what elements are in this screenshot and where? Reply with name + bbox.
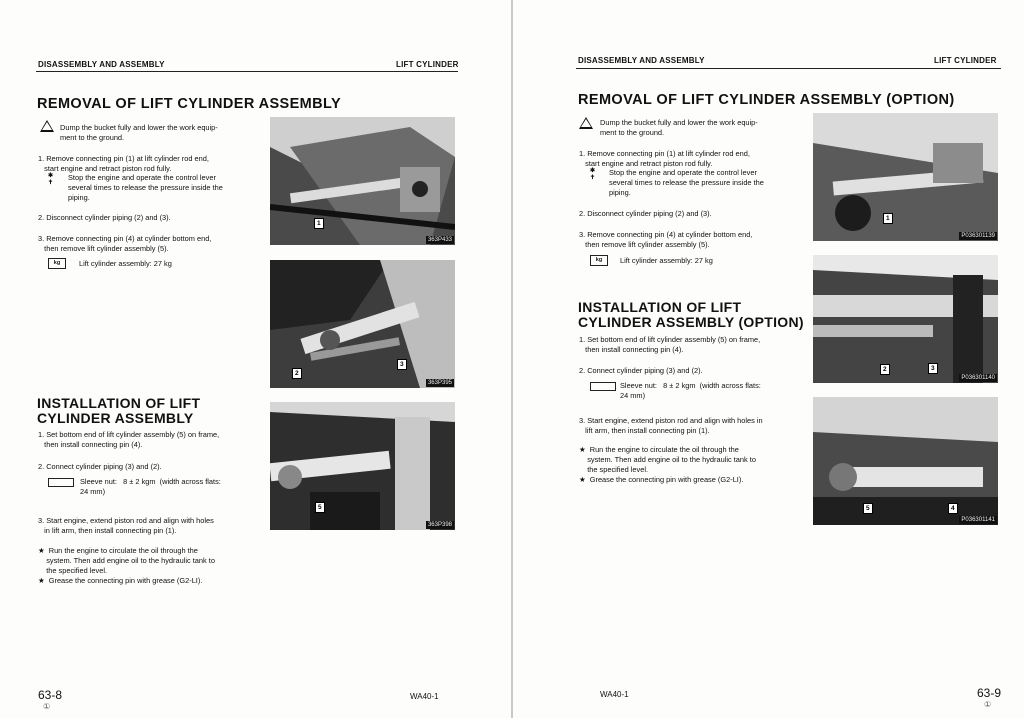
photo-code: P036301139	[961, 233, 995, 239]
photo-cylinder	[813, 397, 998, 525]
model-code: WA40-1	[600, 690, 629, 699]
install-title: INSTALLATION OF LIFT CYLINDER ASSEMBLY (OPTION)	[578, 299, 804, 330]
note-grease: ★ Grease the connecting pin with grease (G2-LI).	[38, 576, 203, 585]
removal-step-3: 3. Remove connecting pin (4) at cylinder bottom end, then remove lift cylinder assembly (5).	[579, 230, 753, 249]
photo-code: 363P433	[427, 237, 452, 243]
sleeve-nut-text: Sleeve nut: 8 ± 2 kgm (width across flats: 24 mm)	[620, 381, 761, 400]
section-header: DISASSEMBLY AND ASSEMBLY	[38, 60, 165, 69]
photo-code: P036301140	[961, 375, 995, 381]
removal-step-2: 2. Disconnect cylinder piping (2) and (3).	[38, 213, 171, 222]
model-code: WA40-1	[410, 692, 439, 701]
install-step-1: 1. Set bottom end of lift cylinder assembly (5) on frame, then install connecting pin (4).	[579, 335, 761, 354]
photo-rod-end	[270, 117, 455, 245]
note-oil: ★ Run the engine to circulate the oil through the system. Then add engine oil to the hydraulic tank to the specified level.	[579, 445, 756, 474]
removal-step-2: 2. Disconnect cylinder piping (2) and (3).	[579, 209, 712, 218]
removal-title: REMOVAL OF LIFT CYLINDER ASSEMBLY (OPTION)	[578, 92, 955, 108]
sleeve-nut-text: Sleeve nut: 8 ± 2 kgm (width across flats: 24 mm)	[80, 477, 221, 496]
photo-cylinder	[270, 402, 455, 530]
photo-rod-end	[813, 113, 998, 241]
weight-text: Lift cylinder assembly: 27 kg	[620, 256, 713, 265]
warning-icon	[40, 120, 54, 132]
install-step-2: 2. Connect cylinder piping (3) and (2).	[579, 366, 703, 375]
caution-icon: ✱ ✝	[590, 168, 596, 181]
callout-2: 2	[292, 368, 302, 379]
header-rule	[36, 71, 458, 72]
warning-icon	[579, 117, 593, 129]
removal-step-3: 3. Remove connecting pin (4) at cylinder bottom end, then remove lift cylinder assembly (5).	[38, 234, 212, 253]
removal-step-1: 1. Remove connecting pin (1) at lift cylinder rod end, start engine and retract piston rod fully.	[579, 149, 750, 168]
note-oil: ★ Run the engine to circulate the oil through the system. Then add engine oil to the hydraulic tank to the specified level.	[38, 546, 215, 575]
photo-piping	[270, 260, 455, 388]
install-step-3: 3. Start engine, extend piston rod and align with holes in lift arm, then install connecting pin (1).	[38, 516, 214, 535]
warning-text: Dump the bucket fully and lower the work equip- ment to the ground.	[60, 123, 218, 142]
wrench-icon	[48, 478, 74, 487]
callout-5: 5	[315, 502, 325, 513]
right-page	[513, 0, 1024, 718]
photo-code: 363P395	[427, 380, 452, 386]
chapter-header: LIFT CYLINDER	[396, 60, 459, 69]
wrench-icon	[590, 382, 616, 391]
callout-3: 3	[397, 359, 407, 370]
page-number: 63-8	[38, 688, 63, 702]
removal-title: REMOVAL OF LIFT CYLINDER ASSEMBLY	[37, 96, 342, 112]
callout-2: 2	[880, 364, 890, 375]
left-page	[0, 0, 511, 718]
install-step-2: 2. Connect cylinder piping (3) and (2).	[38, 462, 162, 471]
install-step-1: 1. Set bottom end of lift cylinder assembly (5) on frame, then install connecting pin (4).	[38, 430, 220, 449]
install-title: INSTALLATION OF LIFT CYLINDER ASSEMBLY	[37, 395, 201, 426]
callout-5: 5	[863, 503, 873, 514]
callout-1: 1	[314, 218, 324, 229]
caution-text: Stop the engine and operate the control lever several times to release the pressure inside the piping.	[68, 173, 223, 202]
header-rule	[576, 68, 1001, 69]
weight-text: Lift cylinder assembly: 27 kg	[79, 259, 172, 268]
callout-4: 4	[948, 503, 958, 514]
note-grease: ★ Grease the connecting pin with grease (G2-LI).	[579, 475, 744, 484]
warning-text: Dump the bucket fully and lower the work equip- ment to the ground.	[600, 118, 758, 137]
install-step-3: 3. Start engine, extend piston rod and align with holes in lift arm, then install connecting pin (1).	[579, 416, 763, 435]
revision-mark: ①	[984, 700, 992, 709]
callout-1: 1	[883, 213, 893, 224]
photo-piping	[813, 255, 998, 383]
caution-text: Stop the engine and operate the control lever several times to release the pressure inside the piping.	[609, 168, 764, 197]
revision-mark: ①	[43, 702, 51, 711]
section-header: DISASSEMBLY AND ASSEMBLY	[578, 56, 705, 65]
removal-step-1: 1. Remove connecting pin (1) at lift cylinder rod end, start engine and retract piston rod fully.	[38, 154, 209, 173]
caution-icon: ✱ ✝	[48, 173, 54, 186]
weight-icon: kg	[590, 255, 608, 266]
weight-icon: kg	[48, 258, 66, 269]
photo-code: 363P398	[427, 522, 452, 528]
photo-code: P036301141	[961, 517, 995, 523]
page-number: 63-9	[977, 686, 1002, 700]
callout-3: 3	[928, 363, 938, 374]
chapter-header: LIFT CYLINDER	[934, 56, 997, 65]
